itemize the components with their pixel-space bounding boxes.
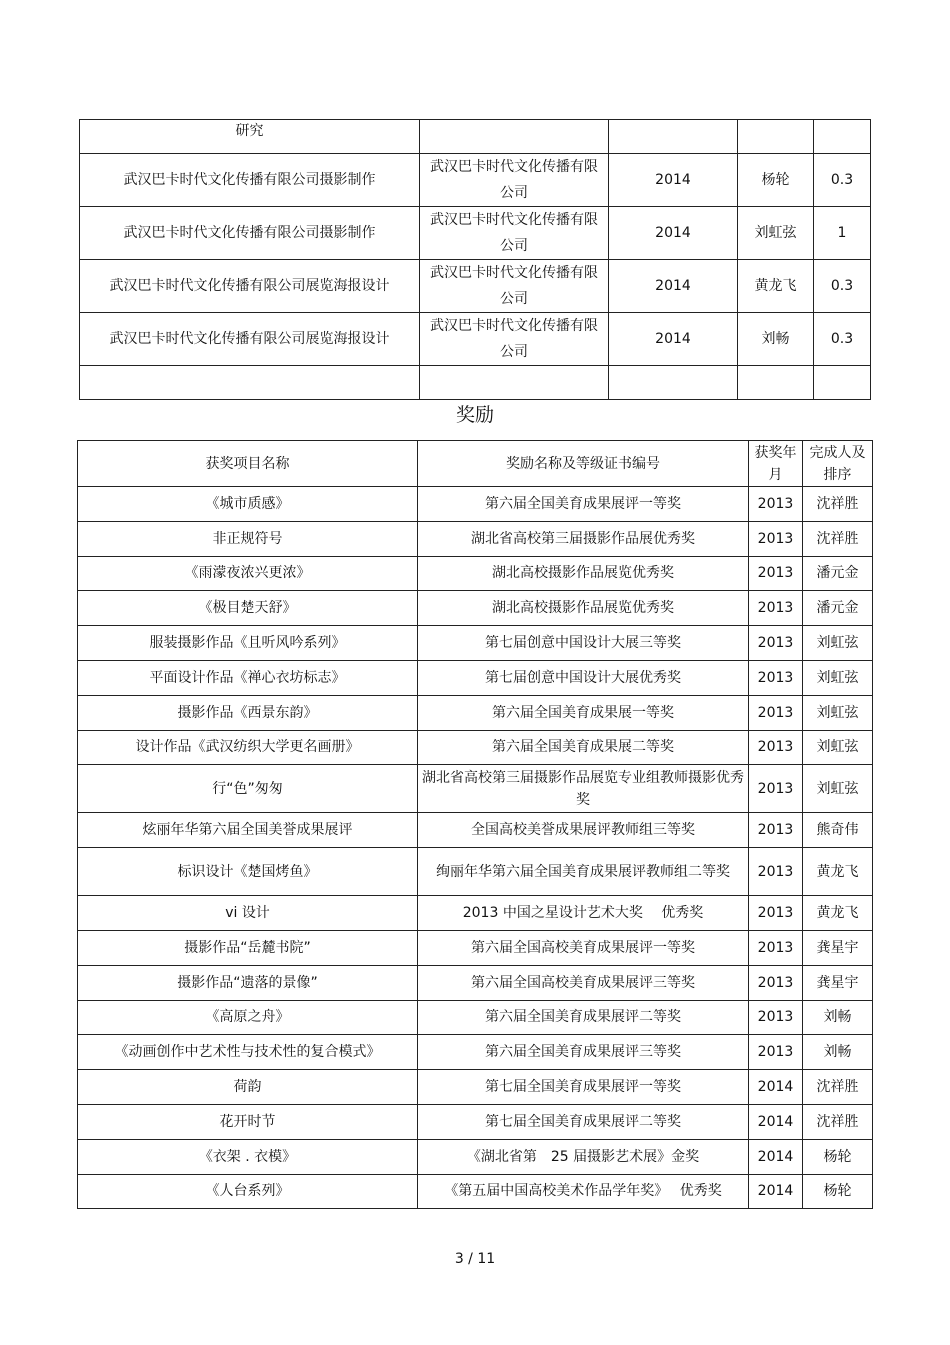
award-row [78, 930, 873, 965]
award-cell-project: vi 设计 [78, 896, 418, 931]
award-cell-project: 行“色”匆匆 [78, 765, 418, 813]
award-cell-award: 第七届创意中国设计大展优秀奖 [418, 660, 749, 695]
award-cell-person: 杨轮 [803, 1174, 873, 1209]
award-row [78, 813, 873, 848]
project-row [80, 260, 871, 313]
project-cell-name: 武汉巴卡时代文化传播有限公司摄影制作 [80, 207, 420, 260]
award-row [78, 1174, 873, 1209]
award-cell-project: 《雨濛夜浓兴更浓》 [78, 556, 418, 591]
award-row [78, 1000, 873, 1035]
project-row [80, 207, 871, 260]
project-cell-name [80, 366, 420, 400]
award-row [78, 521, 873, 556]
project-cell-org: 武汉巴卡时代文化传播有限公司 [420, 260, 609, 313]
award-cell-award: 第六届全国高校美育成果展评一等奖 [418, 930, 749, 965]
project-cell-value: 0.3 [814, 154, 871, 207]
header-award: 奖励名称及等级证书编号 [418, 441, 749, 487]
project-row [80, 120, 871, 154]
award-cell-person: 刘虹弦 [803, 660, 873, 695]
project-cell-value [814, 366, 871, 400]
award-cell-project: 摄影作品“遗落的景像” [78, 965, 418, 1000]
award-cell-award: 湖北省高校第三届摄影作品展览专业组教师摄影优秀奖 [418, 765, 749, 813]
award-cell-person: 龚星宇 [803, 930, 873, 965]
award-row [78, 730, 873, 765]
award-cell-date: 2013 [749, 556, 803, 591]
award-cell-person: 杨轮 [803, 1139, 873, 1174]
award-row [78, 896, 873, 931]
award-cell-award: 第六届全国美育成果展评三等奖 [418, 1035, 749, 1070]
award-cell-person: 刘畅 [803, 1035, 873, 1070]
award-cell-project: 炫丽年华第六届全国美誉成果展评 [78, 813, 418, 848]
project-cell-org: 武汉巴卡时代文化传播有限公司 [420, 207, 609, 260]
award-cell-award: 《第五届中国高校美术作品学年奖》 优秀奖 [418, 1174, 749, 1209]
project-cell-person: 刘畅 [738, 313, 814, 366]
awards-header-row [78, 441, 873, 487]
header-project: 获奖项目名称 [78, 441, 418, 487]
award-cell-date: 2014 [749, 1174, 803, 1209]
award-cell-project: 荷韵 [78, 1070, 418, 1105]
award-row [78, 626, 873, 661]
award-cell-project: 《高原之舟》 [78, 1000, 418, 1035]
award-cell-award: 《湖北省第 25 届摄影艺术展》金奖 [418, 1139, 749, 1174]
project-cell-year: 2014 [609, 313, 738, 366]
award-cell-person: 刘畅 [803, 1000, 873, 1035]
award-cell-person: 潘元金 [803, 556, 873, 591]
award-row [78, 487, 873, 522]
award-cell-person: 黄龙飞 [803, 848, 873, 896]
project-cell-value [814, 120, 871, 154]
award-cell-person: 潘元金 [803, 591, 873, 626]
award-row [78, 765, 873, 813]
award-cell-project: 平面设计作品《禅心衣坊标志》 [78, 660, 418, 695]
award-cell-date: 2013 [749, 730, 803, 765]
award-cell-person: 刘虹弦 [803, 695, 873, 730]
award-cell-project: 设计作品《武汉纺织大学更名画册》 [78, 730, 418, 765]
projects-table [79, 119, 871, 400]
award-cell-date: 2013 [749, 487, 803, 522]
project-row [80, 366, 871, 400]
project-cell-value: 0.3 [814, 260, 871, 313]
award-cell-date: 2013 [749, 521, 803, 556]
award-cell-date: 2014 [749, 1139, 803, 1174]
award-cell-person: 龚星宇 [803, 965, 873, 1000]
header-date: 获奖年月 [749, 441, 803, 487]
award-cell-person: 沈祥胜 [803, 1104, 873, 1139]
award-cell-award: 第七届全国美育成果展评一等奖 [418, 1070, 749, 1105]
award-cell-award: 湖北省高校第三届摄影作品展优秀奖 [418, 521, 749, 556]
award-cell-award: 绚丽年华第六届全国美育成果展评教师组二等奖 [418, 848, 749, 896]
award-cell-date: 2013 [749, 1000, 803, 1035]
award-cell-date: 2013 [749, 695, 803, 730]
award-cell-project: 非正规符号 [78, 521, 418, 556]
award-cell-award: 第六届全国美育成果展评一等奖 [418, 487, 749, 522]
award-cell-project: 《城市质感》 [78, 487, 418, 522]
award-cell-person: 熊奇伟 [803, 813, 873, 848]
award-cell-date: 2014 [749, 1104, 803, 1139]
project-row [80, 154, 871, 207]
award-cell-project: 《动画创作中艺术性与技术性的复合模式》 [78, 1035, 418, 1070]
award-cell-person: 刘虹弦 [803, 765, 873, 813]
project-cell-person [738, 366, 814, 400]
awards-table [77, 440, 873, 1209]
project-cell-year: 2014 [609, 260, 738, 313]
award-cell-award: 湖北高校摄影作品展览优秀奖 [418, 556, 749, 591]
award-cell-project: 花开时节 [78, 1104, 418, 1139]
award-cell-person: 黄龙飞 [803, 896, 873, 931]
award-row [78, 695, 873, 730]
project-cell-person: 杨轮 [738, 154, 814, 207]
award-cell-person: 沈祥胜 [803, 1070, 873, 1105]
project-cell-org: 武汉巴卡时代文化传播有限公司 [420, 313, 609, 366]
project-cell-name: 研究 [80, 120, 420, 154]
award-cell-project: 《衣架 . 衣模》 [78, 1139, 418, 1174]
award-row [78, 848, 873, 896]
award-cell-award: 第六届全国美育成果展一等奖 [418, 695, 749, 730]
project-cell-value: 1 [814, 207, 871, 260]
award-cell-award: 第六届全国高校美育成果展评三等奖 [418, 965, 749, 1000]
award-cell-date: 2013 [749, 1035, 803, 1070]
award-cell-award: 2013 中国之星设计艺术大奖 优秀奖 [418, 896, 749, 931]
award-cell-date: 2013 [749, 896, 803, 931]
award-cell-project: 服装摄影作品《且听风吟系列》 [78, 626, 418, 661]
award-cell-person: 沈祥胜 [803, 521, 873, 556]
award-row [78, 1070, 873, 1105]
award-cell-award: 全国高校美誉成果展评教师组三等奖 [418, 813, 749, 848]
header-person: 完成人及排序 [803, 441, 873, 487]
award-cell-date: 2013 [749, 965, 803, 1000]
award-row [78, 591, 873, 626]
page-number: 3 / 11 [454, 1251, 496, 1267]
award-cell-date: 2013 [749, 813, 803, 848]
project-row [80, 313, 871, 366]
award-cell-person: 刘虹弦 [803, 730, 873, 765]
project-cell-person [738, 120, 814, 154]
award-cell-date: 2014 [749, 1070, 803, 1105]
award-cell-project: 《人台系列》 [78, 1174, 418, 1209]
award-cell-award: 第七届创意中国设计大展三等奖 [418, 626, 749, 661]
project-cell-year [609, 366, 738, 400]
project-cell-value: 0.3 [814, 313, 871, 366]
project-cell-org: 武汉巴卡时代文化传播有限公司 [420, 154, 609, 207]
award-row [78, 965, 873, 1000]
award-row [78, 1035, 873, 1070]
project-cell-person: 黄龙飞 [738, 260, 814, 313]
project-cell-year: 2014 [609, 154, 738, 207]
project-cell-year: 2014 [609, 207, 738, 260]
awards-section-title: 奖励 [455, 404, 494, 426]
award-row [78, 1139, 873, 1174]
project-cell-name: 武汉巴卡时代文化传播有限公司展览海报设计 [80, 260, 420, 313]
award-cell-person: 沈祥胜 [803, 487, 873, 522]
project-cell-name: 武汉巴卡时代文化传播有限公司展览海报设计 [80, 313, 420, 366]
award-cell-award: 第六届全国美育成果展评二等奖 [418, 1000, 749, 1035]
award-row [78, 660, 873, 695]
project-cell-org [420, 120, 609, 154]
project-cell-person: 刘虹弦 [738, 207, 814, 260]
project-cell-year [609, 120, 738, 154]
award-cell-project: 摄影作品“岳麓书院” [78, 930, 418, 965]
award-cell-project: 标识设计《楚国烤鱼》 [78, 848, 418, 896]
award-cell-project: 摄影作品《西景东韵》 [78, 695, 418, 730]
project-cell-org [420, 366, 609, 400]
award-cell-date: 2013 [749, 660, 803, 695]
award-cell-date: 2013 [749, 591, 803, 626]
award-row [78, 1104, 873, 1139]
award-cell-award: 湖北高校摄影作品展览优秀奖 [418, 591, 749, 626]
award-row [78, 556, 873, 591]
award-cell-date: 2013 [749, 765, 803, 813]
award-cell-date: 2013 [749, 848, 803, 896]
award-cell-date: 2013 [749, 626, 803, 661]
project-cell-name: 武汉巴卡时代文化传播有限公司摄影制作 [80, 154, 420, 207]
award-cell-award: 第七届全国美育成果展评二等奖 [418, 1104, 749, 1139]
award-cell-project: 《极目楚天舒》 [78, 591, 418, 626]
award-cell-person: 刘虹弦 [803, 626, 873, 661]
award-cell-date: 2013 [749, 930, 803, 965]
award-cell-award: 第六届全国美育成果展二等奖 [418, 730, 749, 765]
